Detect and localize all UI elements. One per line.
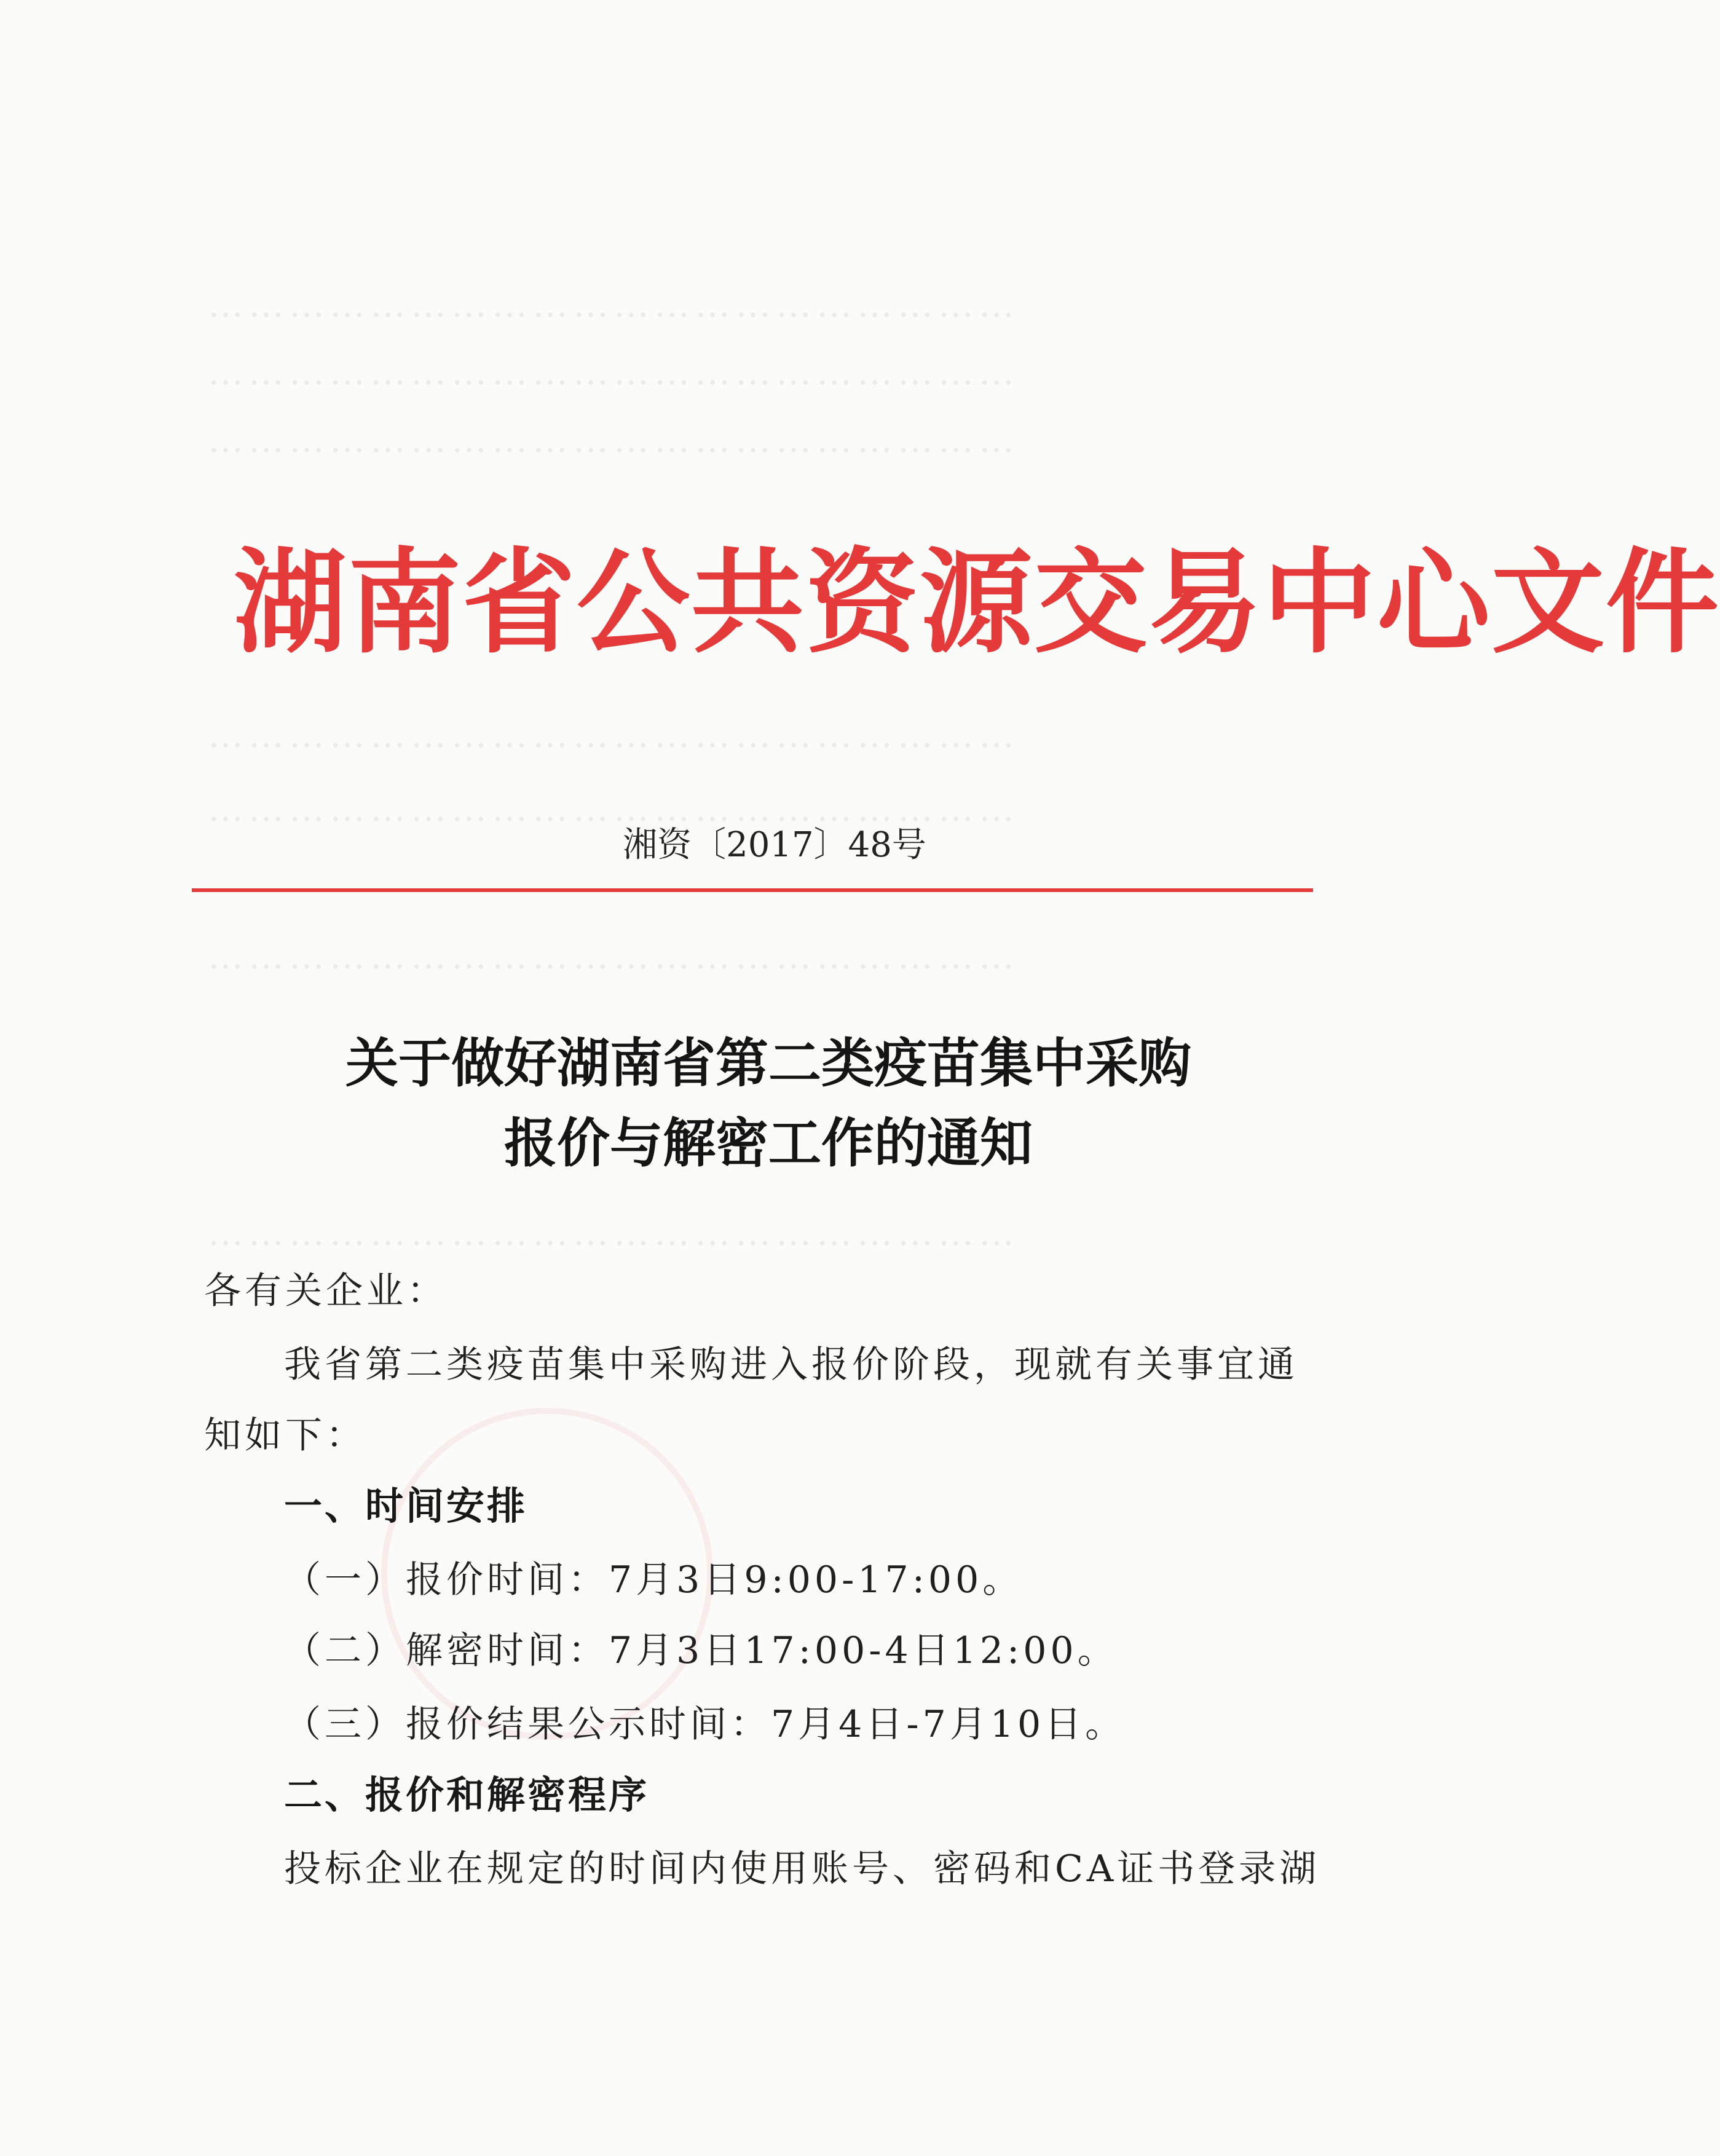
bleed-through-text: …………………………………………………… <box>203 283 1014 325</box>
salutation: 各有关企业： <box>204 1270 448 1313</box>
bleed-through-text: …………………………………………………… <box>203 419 1014 460</box>
issuer-header-title: 湖南省公共资源交易中心文件 <box>234 536 1720 669</box>
schedule-item-decrypt-time: （二）解密时间：7月3日17:00-4日12:00。 <box>284 1629 1118 1672</box>
intro-paragraph-line-2: 知如下： <box>204 1414 366 1457</box>
section-heading-procedure: 二、报价和解密程序 <box>284 1772 650 1817</box>
bleed-through-text: …………………………………………………… <box>203 1212 1014 1254</box>
document-number: 湘资〔2017〕48号 <box>623 825 926 865</box>
bleed-through-text: …………………………………………………… <box>203 714 1014 756</box>
red-divider-line <box>192 888 1313 892</box>
section-heading-schedule: 一、时间安排 <box>284 1483 528 1528</box>
notice-title-line-2: 报价与解密工作的通知 <box>504 1112 1033 1174</box>
bleed-through-text: …………………………………………………… <box>203 351 1014 393</box>
schedule-item-publicity-time: （三）报价结果公示时间：7月4日-7月10日。 <box>284 1703 1126 1746</box>
schedule-item-quote-time: （一）报价时间：7月3日9:00-17:00。 <box>284 1558 1024 1601</box>
notice-title-line-1: 关于做好湖南省第二类疫苗集中采购 <box>345 1032 1191 1094</box>
procedure-paragraph-line-1: 投标企业在规定的时间内使用账号、密码和CA证书登录湖 <box>284 1847 1320 1890</box>
intro-paragraph-line-1: 我省第二类疫苗集中采购进入报价阶段，现就有关事宜通 <box>284 1343 1298 1386</box>
bleed-through-text: …………………………………………………… <box>203 935 1014 977</box>
bleed-through-text: …………………………………………………… <box>203 788 1014 829</box>
